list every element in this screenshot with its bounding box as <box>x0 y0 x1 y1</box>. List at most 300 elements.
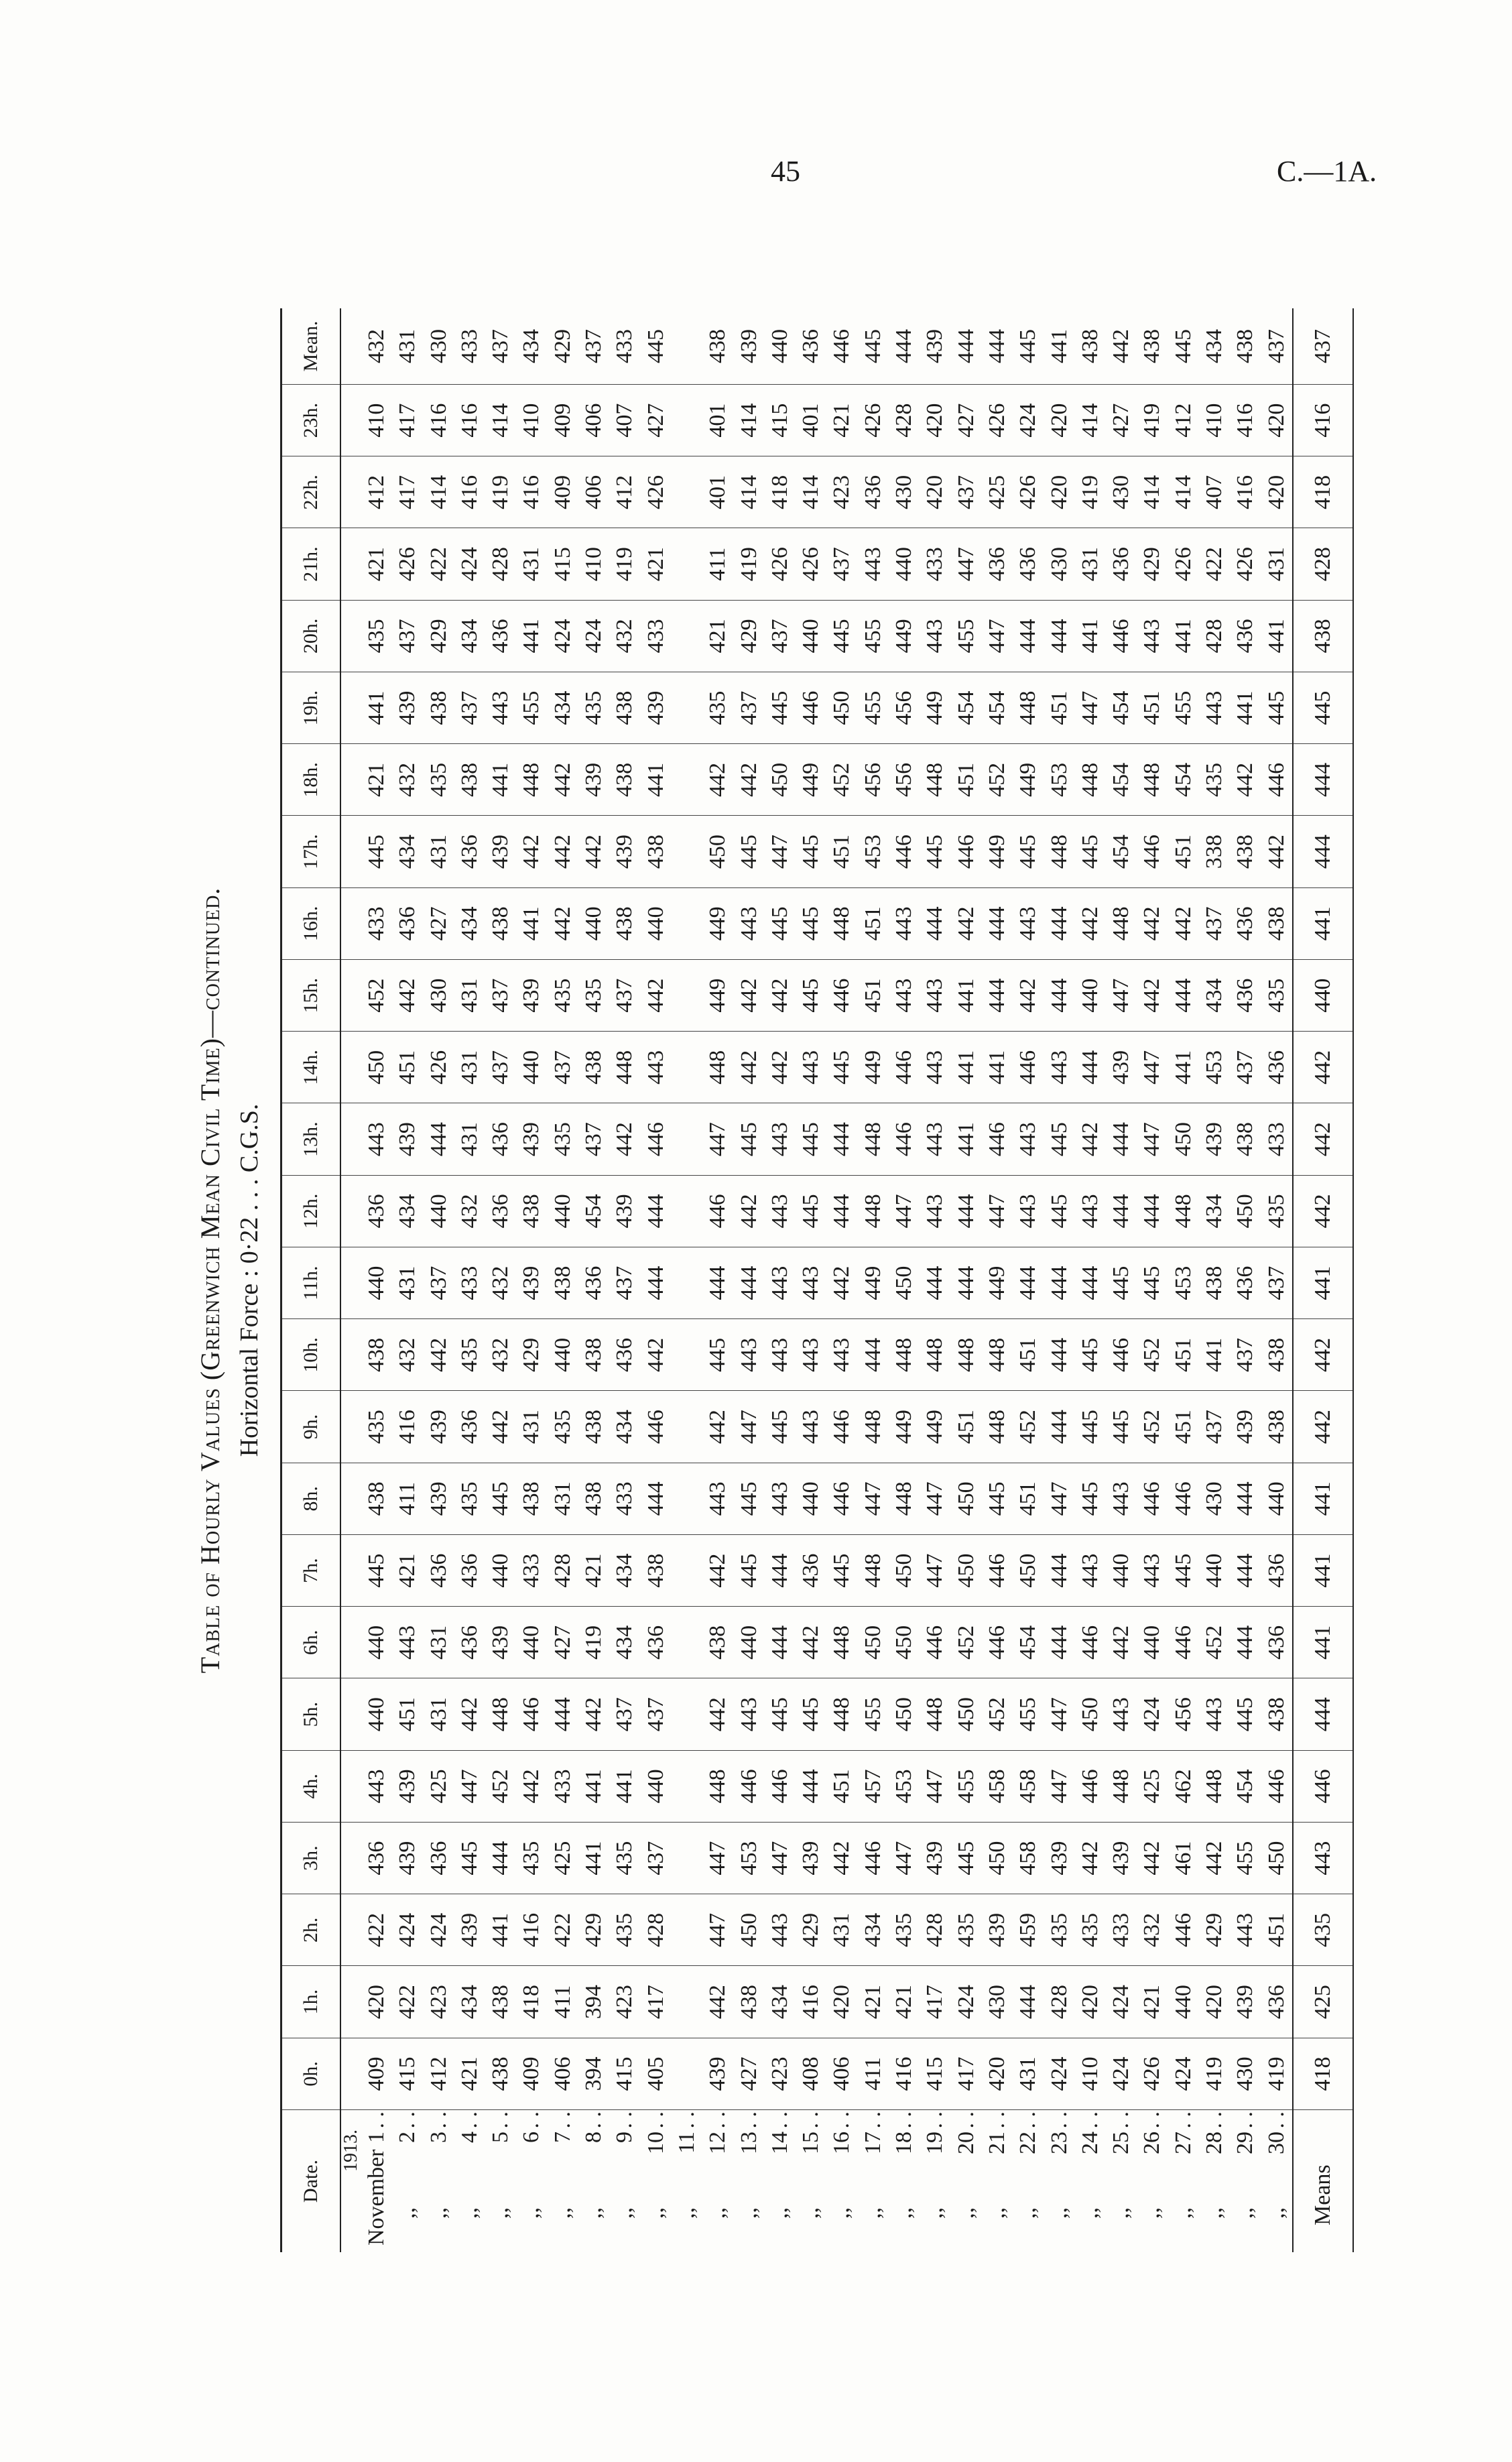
hour-value-cell: 440 <box>1199 1535 1230 1607</box>
hour-value-cell: 442 <box>765 960 796 1032</box>
mean-value-cell: 433 <box>454 308 485 385</box>
leader-dots: . . <box>829 2111 855 2129</box>
hour-value-cell: 435 <box>609 1894 640 1966</box>
hour-value-cell: 447 <box>920 1463 950 1534</box>
day-number: 21 <box>984 2132 1009 2154</box>
table-row <box>1044 308 1075 2252</box>
means-value-cell: 441 <box>1293 1607 1353 1678</box>
hour-value-cell: 433 <box>1106 1894 1137 1966</box>
table-row <box>765 308 796 2252</box>
means-value-cell: 437 <box>1293 308 1353 385</box>
hour-value-cell: 426 <box>1168 528 1199 600</box>
hour-value-cell: 416 <box>516 456 547 528</box>
hour-value-cell: 450 <box>951 1678 982 1750</box>
hour-value-cell: 454 <box>1106 672 1137 744</box>
hour-value-cell: 414 <box>734 456 765 528</box>
date-cell <box>578 2110 609 2253</box>
hour-value-cell: 418 <box>516 1966 547 2038</box>
hour-value-cell: 424 <box>424 1894 454 1966</box>
hour-value-cell: 450 <box>765 744 796 816</box>
date-cell <box>392 2110 423 2253</box>
hour-value-cell: 424 <box>1168 2038 1199 2109</box>
hour-value-cell: 436 <box>858 456 889 528</box>
hour-value-cell: 441 <box>578 1823 609 1894</box>
hour-value-cell: 443 <box>920 960 950 1032</box>
means-value-cell: 442 <box>1293 1175 1353 1247</box>
hour-value-cell: 448 <box>516 744 547 816</box>
hour-value-cell: 418 <box>765 456 796 528</box>
hour-value-cell: 444 <box>765 1607 796 1678</box>
hour-value-cell: 434 <box>454 600 485 672</box>
header-hour: 16h. <box>281 887 341 959</box>
hour-value-cell: 431 <box>826 1894 857 1966</box>
hour-value-cell: 447 <box>982 600 1013 672</box>
hour-value-cell: 420 <box>1075 1966 1106 2038</box>
month-label: November <box>364 2149 389 2245</box>
hour-value-cell: 453 <box>1168 1247 1199 1319</box>
hour-value-cell: 439 <box>392 672 423 744</box>
hour-value-cell: 449 <box>889 600 920 672</box>
hour-value-cell: 446 <box>1261 1750 1293 1822</box>
hour-value-cell: 438 <box>609 744 640 816</box>
hour-value-cell: 435 <box>548 1103 578 1175</box>
hour-value-cell: 434 <box>1199 1175 1230 1247</box>
hour-value-cell: 454 <box>1230 1750 1261 1822</box>
hour-value-cell: 445 <box>796 1175 826 1247</box>
leader-dots: . . <box>984 2111 1009 2129</box>
hour-value-cell: 450 <box>702 816 733 887</box>
hour-value-cell: 438 <box>361 1319 392 1391</box>
hour-value-cell: 442 <box>1075 1103 1106 1175</box>
hour-value-cell: 451 <box>826 1750 857 1822</box>
table-row <box>548 308 578 2252</box>
empty-cell <box>672 1966 702 2038</box>
hour-value-cell: 442 <box>641 960 672 1032</box>
table-row <box>1261 308 1293 2252</box>
hour-value-cell: 432 <box>485 1247 516 1319</box>
day-number: 16 <box>829 2132 855 2154</box>
ditto-mark: ,, <box>674 2207 699 2219</box>
hour-value-cell: 444 <box>424 1103 454 1175</box>
hour-value-cell: 453 <box>1199 1032 1230 1103</box>
hour-value-cell: 410 <box>516 385 547 456</box>
hour-value-cell: 419 <box>578 1607 609 1678</box>
hour-value-cell: 451 <box>1168 816 1199 887</box>
hour-value-cell: 428 <box>1044 1966 1075 2038</box>
hour-value-cell: 442 <box>548 744 578 816</box>
hour-value-cell: 411 <box>702 528 733 600</box>
empty-cell <box>672 1175 702 1247</box>
hour-value-cell: 420 <box>982 2038 1013 2109</box>
hour-value-cell: 438 <box>702 1607 733 1678</box>
ditto-mark: ,, <box>1077 2207 1102 2219</box>
hour-value-cell: 409 <box>516 2038 547 2109</box>
hour-value-cell: 446 <box>826 1463 857 1534</box>
hour-value-cell: 439 <box>1106 1823 1137 1894</box>
hour-value-cell: 445 <box>734 1535 765 1607</box>
leader-dots: . . <box>1263 2111 1289 2129</box>
hour-value-cell: 451 <box>1168 1319 1199 1391</box>
means-value-cell: 438 <box>1293 600 1353 672</box>
hour-value-cell: 444 <box>1044 600 1075 672</box>
hour-value-cell: 444 <box>982 887 1013 959</box>
ditto-mark: ,, <box>426 2207 451 2219</box>
hour-value-cell: 456 <box>889 744 920 816</box>
hour-value-cell: 441 <box>485 1894 516 1966</box>
hour-value-cell: 450 <box>1013 1535 1044 1607</box>
hour-value-cell: 423 <box>424 1966 454 2038</box>
hour-value-cell: 445 <box>1230 1678 1261 1750</box>
hour-value-cell: 451 <box>1013 1319 1044 1391</box>
hour-value-cell: 445 <box>1044 1175 1075 1247</box>
mean-value-cell: 442 <box>1106 308 1137 385</box>
hour-value-cell: 446 <box>1168 1463 1199 1534</box>
hour-value-cell: 428 <box>485 528 516 600</box>
hour-value-cell: 444 <box>1013 1247 1044 1319</box>
hour-value-cell: 451 <box>951 744 982 816</box>
hour-value-cell: 439 <box>982 1894 1013 1966</box>
hour-value-cell: 436 <box>796 1535 826 1607</box>
means-value-cell: 418 <box>1293 456 1353 528</box>
hour-value-cell: 436 <box>1261 1607 1293 1678</box>
leader-dots: . . <box>705 2111 731 2129</box>
hour-value-cell: 448 <box>702 1750 733 1822</box>
hour-value-cell: 440 <box>578 887 609 959</box>
date-cell <box>951 2110 982 2253</box>
hour-value-cell: 445 <box>1075 1319 1106 1391</box>
hour-value-cell: 442 <box>485 1391 516 1463</box>
means-value-cell: 441 <box>1293 1247 1353 1319</box>
hour-value-cell: 431 <box>392 1247 423 1319</box>
day-number: 8 <box>581 2132 607 2143</box>
hour-value-cell: 445 <box>361 1535 392 1607</box>
mean-value-cell: 431 <box>392 308 423 385</box>
hour-value-cell: 442 <box>424 1319 454 1391</box>
hour-value-cell: 448 <box>702 1032 733 1103</box>
hour-value-cell: 431 <box>454 960 485 1032</box>
hour-value-cell: 439 <box>454 1894 485 1966</box>
hour-value-cell: 422 <box>424 528 454 600</box>
hour-value-cell: 444 <box>765 1535 796 1607</box>
hour-value-cell: 439 <box>796 1823 826 1894</box>
hour-value-cell: 419 <box>1075 456 1106 528</box>
hour-value-cell: 438 <box>1230 1103 1261 1175</box>
hour-value-cell: 442 <box>826 1247 857 1319</box>
day-number: 1 <box>364 2132 389 2143</box>
hour-value-cell: 447 <box>1106 960 1137 1032</box>
hour-value-cell: 420 <box>920 456 950 528</box>
hour-value-cell: 448 <box>1137 744 1168 816</box>
table-row <box>826 308 857 2252</box>
hour-value-cell: 424 <box>1044 2038 1075 2109</box>
hour-value-cell: 417 <box>920 1966 950 2038</box>
hour-value-cell: 441 <box>516 600 547 672</box>
hour-value-cell: 435 <box>1261 960 1293 1032</box>
hour-value-cell: 394 <box>578 1966 609 2038</box>
empty-cell <box>672 308 702 385</box>
hour-value-cell: 435 <box>454 1319 485 1391</box>
hour-value-cell: 449 <box>920 672 950 744</box>
hour-value-cell: 456 <box>1168 1678 1199 1750</box>
hour-value-cell: 448 <box>1044 816 1075 887</box>
hour-value-cell: 450 <box>361 1032 392 1103</box>
hour-value-cell: 431 <box>1075 528 1106 600</box>
table-row <box>424 308 454 2252</box>
hour-value-cell: 448 <box>920 1319 950 1391</box>
hour-value-cell: 438 <box>485 2038 516 2109</box>
hour-value-cell: 435 <box>361 1391 392 1463</box>
hour-value-cell: 445 <box>796 960 826 1032</box>
hour-value-cell: 455 <box>1013 1678 1044 1750</box>
table-row <box>578 308 609 2252</box>
table-row <box>1199 308 1230 2252</box>
hour-value-cell: 438 <box>485 887 516 959</box>
hour-value-cell: 445 <box>702 1319 733 1391</box>
empty-cell <box>672 744 702 816</box>
day-number: 18 <box>891 2132 917 2154</box>
hour-value-cell: 435 <box>1199 744 1230 816</box>
hour-value-cell: 424 <box>1106 1966 1137 2038</box>
mean-value-cell: 436 <box>796 308 826 385</box>
header-hour: 9h. <box>281 1391 341 1463</box>
day-number: 29 <box>1233 2132 1258 2154</box>
hour-value-cell: 425 <box>982 456 1013 528</box>
hour-value-cell: 437 <box>826 528 857 600</box>
hour-value-cell: 443 <box>734 887 765 959</box>
leader-dots: . . <box>1015 2111 1041 2129</box>
hour-value-cell: 338 <box>1199 816 1230 887</box>
day-number: 25 <box>1109 2132 1134 2154</box>
date-cell <box>1199 2110 1230 2253</box>
leader-dots: . . <box>674 2111 699 2129</box>
hour-value-cell: 433 <box>548 1750 578 1822</box>
hour-value-cell: 451 <box>392 1678 423 1750</box>
hour-value-cell: 441 <box>1168 1032 1199 1103</box>
means-value-cell: 435 <box>1293 1894 1353 1966</box>
hour-value-cell: 449 <box>889 1391 920 1463</box>
hour-value-cell: 436 <box>361 1175 392 1247</box>
hour-value-cell: 443 <box>1106 1463 1137 1534</box>
hour-value-cell: 437 <box>485 1032 516 1103</box>
hour-value-cell: 440 <box>516 1607 547 1678</box>
hour-value-cell: 444 <box>1044 1391 1075 1463</box>
hour-value-cell: 442 <box>1075 887 1106 959</box>
hour-value-cell: 438 <box>609 887 640 959</box>
hour-value-cell: 444 <box>1044 1247 1075 1319</box>
hour-value-cell: 438 <box>578 1319 609 1391</box>
day-number: 26 <box>1139 2132 1165 2154</box>
hour-value-cell: 416 <box>1230 385 1261 456</box>
hour-value-cell: 429 <box>734 600 765 672</box>
hour-value-cell: 434 <box>609 1535 640 1607</box>
table-row <box>641 308 672 2252</box>
hour-value-cell: 445 <box>1044 1103 1075 1175</box>
hour-value-cell: 415 <box>765 385 796 456</box>
header-hour: 1h. <box>281 1966 341 2038</box>
hour-value-cell: 439 <box>609 1175 640 1247</box>
hour-value-cell: 441 <box>1230 672 1261 744</box>
hour-value-cell: 444 <box>485 1823 516 1894</box>
hour-value-cell: 406 <box>578 456 609 528</box>
hour-value-cell: 430 <box>889 456 920 528</box>
hour-value-cell: 438 <box>1199 1247 1230 1319</box>
hour-value-cell: 419 <box>609 528 640 600</box>
hour-value-cell: 428 <box>889 385 920 456</box>
hour-value-cell: 451 <box>1137 672 1168 744</box>
hour-value-cell: 443 <box>702 1463 733 1534</box>
hour-value-cell: 447 <box>702 1103 733 1175</box>
hour-value-cell: 443 <box>1199 1678 1230 1750</box>
hour-value-cell: 433 <box>361 887 392 959</box>
date-cell <box>1261 2110 1293 2253</box>
hour-value-cell: 452 <box>826 744 857 816</box>
hour-value-cell: 450 <box>951 1463 982 1534</box>
hour-value-cell: 444 <box>951 1247 982 1319</box>
ditto-mark: ,, <box>581 2207 607 2219</box>
hour-value-cell: 417 <box>392 385 423 456</box>
table-row <box>609 308 640 2252</box>
hour-value-cell: 452 <box>1137 1391 1168 1463</box>
hour-value-cell: 455 <box>951 1750 982 1822</box>
date-cell <box>361 2110 392 2253</box>
hour-value-cell: 421 <box>889 1966 920 2038</box>
hour-value-cell: 436 <box>1230 1247 1261 1319</box>
day-number: 20 <box>953 2132 979 2154</box>
ditto-mark: ,, <box>705 2207 731 2219</box>
mean-value-cell: 444 <box>951 308 982 385</box>
hour-value-cell: 437 <box>609 1247 640 1319</box>
hour-value-cell: 447 <box>858 1463 889 1534</box>
empty-cell <box>672 528 702 600</box>
hour-value-cell: 421 <box>392 1535 423 1607</box>
hour-value-cell: 426 <box>982 385 1013 456</box>
hour-value-cell: 447 <box>920 1750 950 1822</box>
leader-dots: . . <box>488 2111 513 2129</box>
hour-value-cell: 445 <box>826 600 857 672</box>
means-value-cell: 441 <box>1293 1535 1353 1607</box>
means-value-cell: 442 <box>1293 1103 1353 1175</box>
hour-value-cell: 438 <box>454 744 485 816</box>
hour-value-cell: 427 <box>951 385 982 456</box>
hour-value-cell: 448 <box>1168 1175 1199 1247</box>
hour-value-cell: 426 <box>392 528 423 600</box>
hourly-values-table <box>280 308 1354 2252</box>
hour-value-cell: 445 <box>951 1823 982 1894</box>
hour-value-cell: 447 <box>1137 1103 1168 1175</box>
header-hour: 4h. <box>281 1750 341 1822</box>
hour-value-cell: 439 <box>609 816 640 887</box>
rotated-table-block <box>168 308 1347 2252</box>
day-number: 14 <box>767 2132 792 2154</box>
hour-value-cell: 439 <box>516 1247 547 1319</box>
hour-value-cell: 437 <box>609 960 640 1032</box>
hour-value-cell: 447 <box>765 816 796 887</box>
hour-value-cell: 449 <box>982 1247 1013 1319</box>
hour-value-cell: 444 <box>796 1750 826 1822</box>
hour-value-cell: 420 <box>1199 1966 1230 2038</box>
hour-value-cell: 436 <box>1230 887 1261 959</box>
hour-value-cell: 445 <box>1075 1391 1106 1463</box>
ditto-mark: ,, <box>456 2207 482 2219</box>
hour-value-cell: 432 <box>454 1175 485 1247</box>
hour-value-cell: 450 <box>889 1607 920 1678</box>
hour-value-cell: 454 <box>982 672 1013 744</box>
hour-value-cell: 425 <box>1137 1750 1168 1822</box>
hour-value-cell: 447 <box>1044 1678 1075 1750</box>
day-number: 23 <box>1046 2132 1072 2154</box>
hour-value-cell: 441 <box>1075 600 1106 672</box>
hour-value-cell: 445 <box>734 1463 765 1534</box>
header-hour: 8h. <box>281 1463 341 1534</box>
hour-value-cell: 434 <box>765 1966 796 2038</box>
means-value-cell: 442 <box>1293 1032 1353 1103</box>
hour-value-cell: 436 <box>609 1319 640 1391</box>
ditto-mark: ,, <box>736 2207 761 2219</box>
day-number: 24 <box>1077 2132 1102 2154</box>
leader-dots: . . <box>953 2111 979 2129</box>
hour-value-cell: 435 <box>578 672 609 744</box>
hour-value-cell: 447 <box>982 1175 1013 1247</box>
hour-value-cell: 422 <box>1199 528 1230 600</box>
ditto-mark: ,, <box>984 2207 1009 2219</box>
ditto-mark: ,, <box>1170 2207 1196 2219</box>
hour-value-cell: 442 <box>734 960 765 1032</box>
hour-value-cell: 422 <box>392 1966 423 2038</box>
ditto-mark: ,, <box>612 2207 637 2219</box>
hour-value-cell: 444 <box>1230 1607 1261 1678</box>
hour-value-cell: 456 <box>858 744 889 816</box>
hour-value-cell: 449 <box>702 960 733 1032</box>
hour-value-cell: 446 <box>1013 1032 1044 1103</box>
hour-value-cell: 443 <box>1137 1535 1168 1607</box>
hour-value-cell: 449 <box>858 1247 889 1319</box>
day-number: 10 <box>643 2132 668 2154</box>
hour-value-cell: 419 <box>485 456 516 528</box>
hour-value-cell: 443 <box>765 1175 796 1247</box>
hour-value-cell: 420 <box>1044 385 1075 456</box>
hour-value-cell: 434 <box>609 1607 640 1678</box>
hour-value-cell: 406 <box>548 2038 578 2109</box>
hour-value-cell: 451 <box>858 960 889 1032</box>
hour-value-cell: 459 <box>1013 1894 1044 1966</box>
empty-cell <box>672 1607 702 1678</box>
mean-value-cell: 441 <box>1044 308 1075 385</box>
hour-value-cell: 414 <box>1075 385 1106 456</box>
day-number: 12 <box>705 2132 731 2154</box>
hour-value-cell: 456 <box>889 672 920 744</box>
hour-value-cell: 441 <box>641 744 672 816</box>
hour-value-cell: 438 <box>548 1247 578 1319</box>
hour-value-cell: 424 <box>548 600 578 672</box>
hour-value-cell: 416 <box>392 1391 423 1463</box>
mean-value-cell: 433 <box>609 308 640 385</box>
hour-value-cell: 442 <box>1230 744 1261 816</box>
hour-value-cell: 434 <box>1199 960 1230 1032</box>
empty-cell <box>672 1678 702 1750</box>
hour-value-cell: 432 <box>392 744 423 816</box>
hour-value-cell: 445 <box>1261 672 1293 744</box>
hour-value-cell: 437 <box>609 1678 640 1750</box>
hour-value-cell: 443 <box>796 1032 826 1103</box>
mean-value-cell: 429 <box>548 308 578 385</box>
hour-value-cell: 423 <box>609 1966 640 2038</box>
day-number: 19 <box>922 2132 948 2154</box>
hour-value-cell: 433 <box>454 1247 485 1319</box>
hour-value-cell: 437 <box>951 456 982 528</box>
hour-value-cell: 435 <box>1044 1894 1075 1966</box>
hour-value-cell: 447 <box>951 528 982 600</box>
hour-value-cell: 453 <box>889 1750 920 1822</box>
